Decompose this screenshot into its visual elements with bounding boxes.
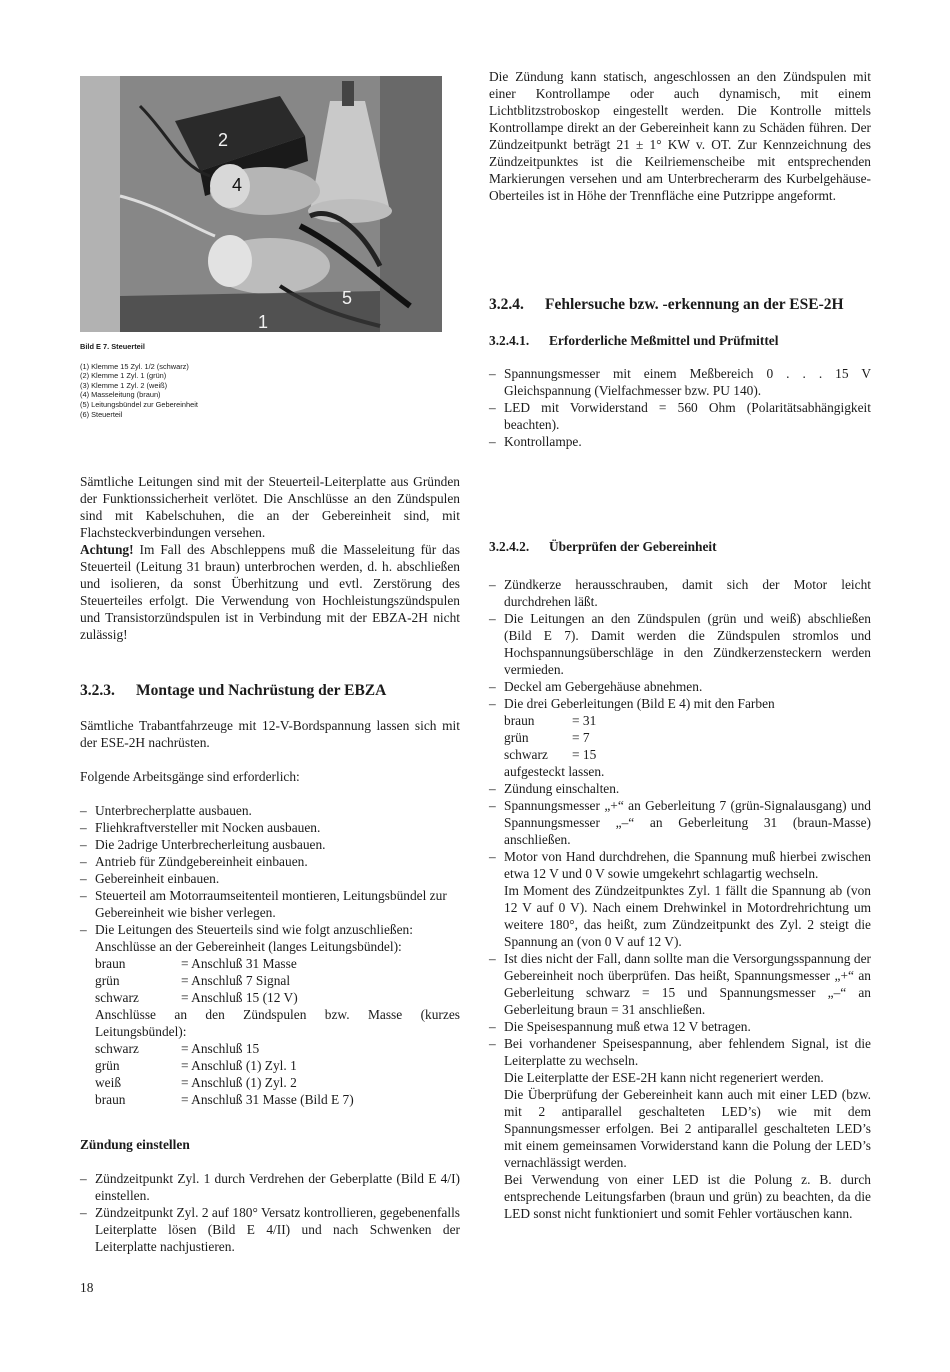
left-intro-block (80, 473, 460, 643)
zuendung-list (80, 1170, 460, 1255)
leads-intro: – Die drei Geberleitungen (Bild E 4) mit den Farben (504, 696, 775, 711)
list-item (489, 848, 871, 950)
section-3-2-4-1-heading (489, 332, 871, 349)
list-item: – Unterbrecherplatte ausbauen. (80, 802, 460, 819)
achtung-label: Achtung! (80, 542, 134, 557)
step-text: – Die Leitungen des Steuerteils sind wie folgt anzuschließen: (95, 922, 413, 937)
row-key: grün (95, 1058, 120, 1073)
list-item: – Spannungsmesser „+“ an Geberleitung 7 (grün-Signalausgang) und Spannungsmesser „–“ an Geberleitung 31 (braun-Masse) anschließen. (489, 797, 871, 848)
row-value: = Anschluß 31 Masse (181, 956, 297, 971)
list-item: – Die Speisespannung muß etwa 12 V betragen. (489, 1018, 871, 1035)
caption-item: (6) Steuerteil (80, 409, 123, 419)
list-item: – Fliehkraftversteller mit Nocken ausbauen. (80, 819, 460, 836)
steps-list (80, 802, 460, 1108)
list-item: – LED mit Vorwiderstand = 560 Ohm (Polaritätsabhängigkeit beachten). (489, 399, 871, 433)
list-item (489, 695, 871, 780)
connection-row (95, 955, 460, 972)
list-item: – Zündzeitpunkt Zyl. 2 auf 180° Versatz kontrollieren, gegebenenfalls Leiterplatte lösen (Bild E 4/II) und nach Schwenken der Leiterplatte nachjustieren. (80, 1204, 460, 1255)
page-number: 18 (80, 1280, 94, 1295)
engine-bay-photo (80, 76, 442, 332)
label-5: 5 (342, 288, 353, 308)
final-paragraph: Die Leiterplatte der ESE-2H kann nicht regeneriert werden. (504, 1070, 824, 1085)
final-paragraph: Die Überprüfung der Gebereinheit kann auch mit einer LED (bzw. mit 2 antiparallel geschalteten LED’s) wie mit dem Spannungsmesser erfolgen. Bei 2 antiparallel geschalteten LED’s mit einem gemeinsamen Vorwiderstand kann die Polung der LED’s vernachlässigt werden. (504, 1087, 871, 1170)
row-key: braun (95, 956, 126, 971)
lead-row (504, 729, 871, 746)
tools-block (489, 365, 871, 450)
list-item: – Kontrollampe. (489, 433, 871, 450)
row-value: = Anschluß 7 Signal (181, 973, 291, 988)
section-title: Montage und Nachrüstung der EBZA (136, 682, 387, 699)
final-paragraph: Bei Verwendung von einer LED ist die Polung z. B. durch entsprechende Leitungsfarben (braun und grün) zu beachten, da die LED sonst nicht funktioniert und somit Fehler vortäuschen kann. (504, 1172, 871, 1221)
list-item: – Antrieb für Zündgebereinheit einbauen. (80, 853, 460, 870)
row-value: = Anschluß (1) Zyl. 1 (181, 1058, 297, 1073)
row-key: braun (95, 1092, 126, 1107)
zuendung-heading (80, 1136, 460, 1153)
section-title: Überprüfen der Gebereinheit (549, 539, 717, 554)
row-value: = 15 (572, 747, 597, 762)
lead-row (504, 712, 871, 729)
section-number: 3.2.4.2. (489, 539, 530, 554)
section-number: 3.2.4.1. (489, 333, 530, 348)
row-value: = Anschluß 15 (12 V) (181, 990, 298, 1005)
section-number: 3.2.4. (489, 296, 524, 313)
figure-photo-steuerteil (80, 76, 442, 332)
label-4: 4 (232, 175, 243, 195)
section-3-2-4-2-heading (489, 538, 871, 555)
section-3-2-3-heading (80, 682, 460, 699)
section-title: Fehlersuche bzw. -erkennung an der ESE-2H (545, 296, 844, 313)
list-item (489, 1035, 871, 1222)
caption-item: (4) Masseleitung (braun) (80, 390, 161, 400)
row-value: = Anschluß 15 (181, 1041, 260, 1056)
geber-heading: Anschlüsse an der Gebereinheit (langes Leitungsbündel): (95, 939, 402, 954)
motor-paragraph: Im Moment des Zündzeitpunktes Zyl. 1 fällt die Spannung ab (von 12 V auf 0 V). Nach einem Drehwinkel in Motordrehrichtung um weitere 180°, das heißt, zum Zündzeitpunkt des Zyl. 2 steigt die Spannung an (von 0 V auf 12 V). (504, 883, 871, 949)
list-item: – Die Leitungen an den Zündspulen (grün und weiß) abschließen (Bild E 7). Damit werden die Zündspulen stromlos und Hochspannungsüberschläge in den Zündkerzensteckern werden vermieden. (489, 610, 871, 678)
list-item: – Gebereinheit einbauen. (80, 870, 460, 887)
row-value: = Anschluß 31 Masse (Bild E 7) (181, 1092, 354, 1107)
leads-end: aufgesteckt lassen. (504, 764, 605, 779)
list-item: – Ist dies nicht der Fall, dann sollte man die Versorgungsspannung der Gebereinheit noch überprüfen. Das heißt, Spannungsmesser „+“ an Geberleitung schwarz = 15 und Spannungsmesser „–“ an Geberleitung braun = 31 anschließen. (489, 950, 871, 1018)
row-key: grün (504, 730, 529, 745)
label-2: 2 (218, 130, 229, 150)
connection-row (95, 1091, 460, 1108)
zuendung-body (80, 1170, 460, 1255)
connection-row (95, 1040, 460, 1057)
spulen-heading: Anschlüsse an den Zündspulen bzw. Masse (kurzes Leitungsbündel): (95, 1007, 460, 1039)
section-3-2-4-heading (489, 296, 871, 313)
row-key: grün (95, 973, 120, 988)
list-item: – Deckel am Gebergehäuse abnehmen. (489, 678, 871, 695)
connection-row (95, 1074, 460, 1091)
checks-list (489, 576, 871, 1222)
motor-paragraph: – Motor von Hand durchdrehen, die Spannung muß hierbei zwischen etwa 12 V und 0 V sowie umgekehrt schlagartig wechseln. (504, 849, 871, 881)
connection-row (95, 989, 460, 1006)
caption-item: (1) Klemme 15 Zyl. 1/2 (schwarz) (80, 361, 189, 371)
list-item: – Zündkerze herausschrauben, damit sich der Motor leicht durchdrehen läßt. (489, 576, 871, 610)
checks-block (489, 576, 871, 1222)
lead-row (504, 746, 871, 763)
achtung-paragraph (80, 541, 460, 643)
caption-title: Bild E 7. Steuerteil (80, 342, 145, 351)
row-value: = 7 (572, 730, 590, 745)
row-key: weiß (95, 1075, 122, 1090)
caption-item: (3) Klemme 1 Zyl. 2 (weiß) (80, 380, 168, 390)
caption-item: (2) Klemme 1 Zyl. 1 (grün) (80, 371, 167, 381)
achtung-text: Im Fall des Abschleppens muß die Masseleitung für das Steuerteil (Leitung 31 braun) unterbrochen werden, d. h. abschließen und isolieren, da sonst Überhitzung und evtl. Zerstörung des Steuerteiles erfolgt. Die Verwendung von Hochleistungszündspulen und Transistorzündspulen ist in Verbindung mit der EBZA-2H nicht zulässig! (80, 542, 460, 642)
right-intro-paragraph: Die Zündung kann statisch, angeschlossen an den Zündspulen mit einer Kontrollampe oder auch dynamisch, mit einem Lichtblitzstroboskop eingestellt werden. Die Kontrolle mittels Kontrollampe direkt an der Gebereinheit kann zu Schäden führen. Der Zündzeitpunkt beträgt 21 ± 1° KW v. OT. Zur Kennzeichnung des Zündzeitpunktes ist die Keilriemenscheibe mit entsprechenden Markierungen versehen und am Unterbrecherarm des Kurbelgehäuse-Oberteiles ist in Höhe der Trennfläche eine Putzrippe angeformt. (489, 69, 871, 203)
figure-caption (80, 342, 320, 419)
section-3-2-3-body (80, 717, 460, 1108)
connection-row (95, 1057, 460, 1074)
row-key: schwarz (95, 1041, 139, 1056)
right-intro-block (489, 68, 871, 204)
list-item (80, 921, 460, 1108)
list-item: – Zündung einschalten. (489, 780, 871, 797)
list-item: – Steuerteil am Motorraumseitenteil montieren, Leitungsbündel zur Gebereinheit wie bisher verlegen. (80, 887, 460, 921)
left-intro-paragraph: Sämtliche Leitungen sind mit der Steuerteil-Leiterplatte aus Gründen der Funktionssicherheit verlötet. Die Anschlüsse an den Zündspulen sind mit Kabelschuhen, die an der Gebereinheit sind, mit Flachsteckverbindungen versehen. (80, 474, 460, 540)
subsection-title: Zündung einstellen (80, 1137, 190, 1152)
section-paragraph: Folgende Arbeitsgänge sind erforderlich: (80, 769, 300, 784)
list-item: – Die 2adrige Unterbrecherleitung ausbauen. (80, 836, 460, 853)
list-item: – Zündzeitpunkt Zyl. 1 durch Verdrehen der Geberplatte (Bild E 4/I) einstellen. (80, 1170, 460, 1204)
final-paragraph: – Bei vorhandener Speisespannung, aber fehlendem Signal, ist die Leiterplatte zu wechseln. (504, 1036, 871, 1068)
tools-list (489, 365, 871, 450)
row-key: schwarz (95, 990, 139, 1005)
caption-item: (5) Leitungsbündel zur Gebereinheit (80, 399, 198, 409)
section-number: 3.2.3. (80, 682, 115, 699)
list-item: – Spannungsmesser mit einem Meßbereich 0 . . . 15 V Gleichspannung (Vielfachmesser bzw. PU 140). (489, 365, 871, 399)
row-key: schwarz (504, 747, 548, 762)
section-title: Erforderliche Meßmittel und Prüfmittel (549, 333, 779, 348)
row-value: = Anschluß (1) Zyl. 2 (181, 1075, 297, 1090)
connection-row (95, 972, 460, 989)
row-value: = 31 (572, 713, 597, 728)
row-key: braun (504, 713, 535, 728)
label-1: 1 (258, 312, 269, 332)
section-paragraph: Sämtliche Trabantfahrzeuge mit 12-V-Bordspannung lassen sich mit der ESE-2H nachrüsten. (80, 718, 460, 750)
